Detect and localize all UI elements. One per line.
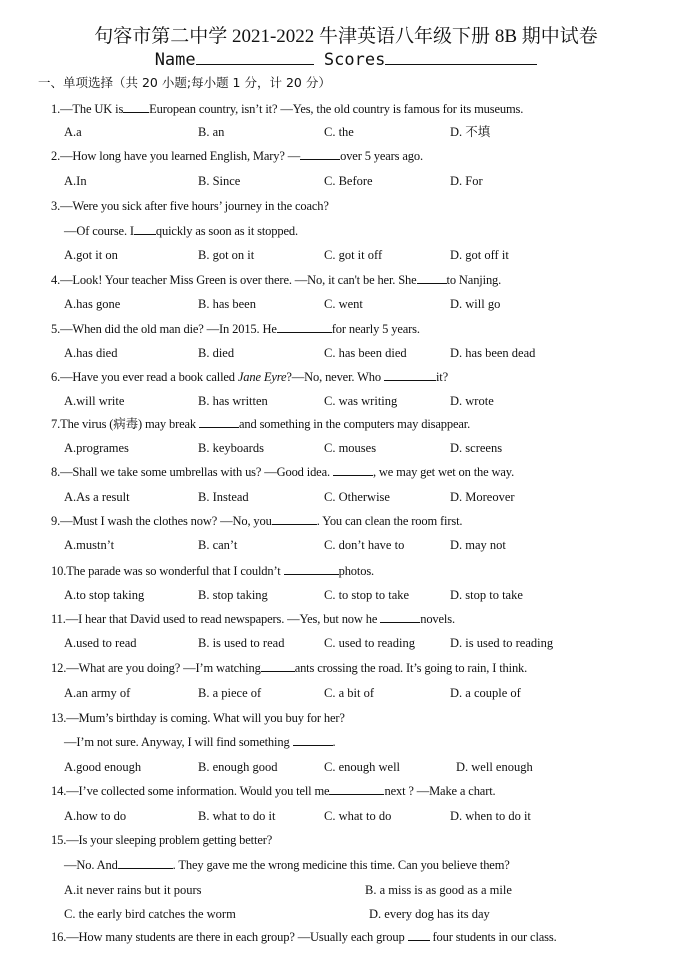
- option-d[interactable]: D. wrote: [450, 394, 494, 408]
- option-c[interactable]: C. has been died: [324, 346, 407, 360]
- answer-blank[interactable]: [333, 463, 373, 476]
- scores-blank[interactable]: [385, 52, 537, 65]
- answer-blank[interactable]: [277, 320, 332, 333]
- question-number: 2.: [51, 149, 61, 163]
- option-c[interactable]: C. don’t have to: [324, 538, 405, 552]
- question-text: and something in the computers may disappear.: [239, 417, 471, 431]
- question-number: 6.: [51, 370, 61, 384]
- question-text: novels.: [420, 612, 455, 626]
- answer-blank[interactable]: [199, 415, 239, 428]
- option-a[interactable]: A.mustn’t: [64, 538, 115, 552]
- question-11: [51, 610, 455, 628]
- option-b[interactable]: B. Since: [198, 174, 241, 188]
- option-b[interactable]: B. died: [198, 346, 235, 360]
- question-text: —The UK is: [60, 102, 124, 116]
- question-text: ants crossing the road. It’s going to rain, I think.: [294, 661, 528, 675]
- question-text: to Nanjing.: [446, 273, 502, 287]
- answer-blank[interactable]: [272, 512, 317, 525]
- question-text: .: [332, 735, 336, 749]
- question-14: [51, 782, 496, 800]
- option-a[interactable]: A.an army of: [64, 686, 131, 700]
- question-3-line-2: [64, 222, 298, 240]
- question-text: , we may get wet on the way.: [372, 465, 515, 479]
- option-d[interactable]: D. will go: [450, 297, 501, 311]
- question-4: [51, 271, 501, 289]
- option-b[interactable]: B. a piece of: [198, 686, 262, 700]
- question-5: [51, 320, 420, 338]
- question-10: [51, 562, 374, 580]
- question-text: —Have you ever read a book called: [60, 370, 238, 384]
- question-13: [51, 709, 345, 727]
- answer-blank[interactable]: [408, 928, 430, 941]
- question-text: The parade was so wonderful that I couldn’t: [66, 564, 284, 578]
- question-text: European country, isn’t it? —Yes, the old country is famous for its museums.: [149, 102, 524, 116]
- question-1: [51, 100, 523, 118]
- page-title: 句容市第二中学 2021-2022 牛津英语八年级下册 8B 期中试卷: [94, 26, 598, 47]
- answer-blank[interactable]: [123, 100, 149, 113]
- question-text: —I’ve collected some information. Would you tell me: [66, 784, 330, 798]
- question-number: 9.: [51, 514, 61, 528]
- answer-blank[interactable]: [284, 562, 339, 575]
- answer-blank[interactable]: [384, 368, 436, 381]
- option-d[interactable]: D. screens: [450, 441, 503, 455]
- option-b[interactable]: B. is used to read: [198, 636, 285, 650]
- question-text: —What are you doing? —I’m watching: [66, 661, 261, 675]
- question-text: —Is your sleeping problem getting better?: [66, 833, 273, 847]
- question-number: 5.: [51, 322, 61, 336]
- question-text: ?—No, never. Who: [286, 370, 384, 384]
- option-c[interactable]: C. mouses: [324, 441, 377, 455]
- name-blank[interactable]: [196, 52, 314, 65]
- option-a[interactable]: A.got it on: [64, 248, 118, 262]
- question-7: [51, 415, 470, 433]
- question-8: [51, 463, 514, 481]
- option-a[interactable]: A.has gone: [64, 297, 121, 311]
- option-d[interactable]: D. well enough: [456, 760, 533, 774]
- question-text: —How many students are there in each group? —Usually each group: [66, 930, 408, 944]
- question-number: 3.: [51, 199, 61, 213]
- option-c[interactable]: C. the early bird catches the worm: [64, 907, 236, 921]
- option-a[interactable]: A.will write: [64, 394, 125, 408]
- option-d[interactable]: D. has been dead: [450, 346, 536, 360]
- question-13-line-2: [64, 733, 336, 751]
- option-c[interactable]: C. enough well: [324, 760, 401, 774]
- question-text: —How long have you learned English, Mary? —: [60, 149, 301, 163]
- question-text: . You can clean the room first.: [316, 514, 463, 528]
- option-d[interactable]: D. every dog has its day: [369, 907, 490, 921]
- question-6: [51, 368, 448, 386]
- question-text: —I’m not sure. Anyway, I will find something: [64, 735, 293, 749]
- option-d[interactable]: D. when to do it: [450, 809, 531, 823]
- name-scores-line: [0, 49, 692, 71]
- option-c[interactable]: C. used to reading: [324, 636, 415, 650]
- option-a[interactable]: A.how to do: [64, 809, 127, 823]
- question-text: —No. And: [64, 858, 118, 872]
- option-d[interactable]: D. is used to reading: [450, 636, 554, 650]
- option-c[interactable]: C. Otherwise: [324, 490, 390, 504]
- book-title: Jane Eyre: [237, 370, 287, 384]
- option-b[interactable]: B. Instead: [198, 490, 249, 504]
- question-text: four students in our class.: [429, 930, 557, 944]
- option-c[interactable]: C. what to do: [324, 809, 392, 823]
- question-16: [51, 928, 557, 946]
- option-c[interactable]: C. a bit of: [324, 686, 374, 700]
- option-b[interactable]: B. a miss is as good as a mile: [365, 883, 512, 897]
- question-text: for nearly 5 years.: [331, 322, 420, 336]
- question-text: —Of course. I: [64, 224, 134, 238]
- option-c[interactable]: C. was writing: [324, 394, 398, 408]
- option-c[interactable]: C. went: [324, 297, 363, 311]
- answer-blank[interactable]: [118, 856, 173, 869]
- question-number: 11.: [51, 612, 66, 626]
- option-c[interactable]: C. got it off: [324, 248, 383, 262]
- section-title: 一、单项选择（共 20 小题;每小题 1 分，计 20 分）: [38, 75, 331, 90]
- option-d[interactable]: D. For: [450, 174, 483, 188]
- option-b[interactable]: B. got on it: [198, 248, 255, 262]
- option-a[interactable]: A.good enough: [64, 760, 142, 774]
- question-text: —Must I wash the clothes now? —No, you: [60, 514, 272, 528]
- name-label: Name: [154, 50, 196, 70]
- option-b[interactable]: B. can’t: [198, 538, 238, 552]
- question-text: . They gave me the wrong medicine this time. Can you believe them?: [172, 858, 510, 872]
- option-c[interactable]: C. to stop to take: [324, 588, 410, 602]
- question-number: 13.: [51, 711, 67, 725]
- option-a[interactable]: A.programes: [64, 441, 129, 455]
- option-d[interactable]: D. may not: [450, 538, 506, 552]
- option-c[interactable]: C. the: [324, 125, 354, 139]
- option-c[interactable]: C. Before: [324, 174, 373, 188]
- option-a[interactable]: A.In: [64, 174, 87, 188]
- question-number: 7.: [51, 417, 61, 431]
- question-text: it?: [435, 370, 448, 384]
- question-number: 16.: [51, 930, 67, 944]
- answer-blank[interactable]: [261, 659, 295, 672]
- option-a[interactable]: A.used to read: [64, 636, 137, 650]
- question-text: photos.: [338, 564, 375, 578]
- answer-blank[interactable]: [134, 222, 156, 235]
- question-number: 10.: [51, 564, 67, 578]
- answer-blank[interactable]: [329, 782, 384, 795]
- option-b[interactable]: B. enough good: [198, 760, 278, 774]
- question-15: [51, 831, 272, 849]
- option-d[interactable]: D. 不填: [450, 125, 491, 139]
- question-text: —Look! Your teacher Miss Green is over there. —No, it can't be her. She: [60, 273, 417, 287]
- option-b[interactable]: B. keyboards: [198, 441, 264, 455]
- scores-label: Scores: [323, 50, 386, 70]
- answer-blank[interactable]: [300, 147, 340, 160]
- option-a[interactable]: A.As a result: [64, 490, 130, 504]
- option-d[interactable]: D. Moreover: [450, 490, 515, 504]
- option-a[interactable]: A.it never rains but it pours: [64, 883, 202, 897]
- question-12: [51, 659, 527, 677]
- option-d[interactable]: D. a couple of: [450, 686, 521, 700]
- question-number: 14.: [51, 784, 67, 798]
- option-a[interactable]: A.to stop taking: [64, 588, 145, 602]
- question-text: The virus (病毒) may break: [60, 417, 199, 431]
- question-text: next ? —Make a chart.: [384, 784, 496, 798]
- question-number: 12.: [51, 661, 67, 675]
- question-2: [51, 147, 423, 165]
- question-text: —Were you sick after five hours’ journey in the coach?: [60, 199, 329, 213]
- question-number: 1.: [51, 102, 61, 116]
- option-a[interactable]: A.has died: [64, 346, 118, 360]
- answer-blank[interactable]: [293, 733, 333, 746]
- question-text: —Shall we take some umbrellas with us? —Good idea.: [60, 465, 333, 479]
- question-text: —I hear that David used to read newspapers. —Yes, but now he: [65, 612, 381, 626]
- option-b[interactable]: B. what to do it: [198, 809, 276, 823]
- question-text: —Mum’s birthday is coming. What will you buy for her?: [66, 711, 345, 725]
- option-a[interactable]: A.a: [64, 125, 82, 139]
- question-9: [51, 512, 462, 530]
- option-b[interactable]: B. has been: [198, 297, 256, 311]
- question-number: 15.: [51, 833, 67, 847]
- question-number: 8.: [51, 465, 61, 479]
- question-15-line-2: [64, 856, 510, 874]
- option-d[interactable]: D. got off it: [450, 248, 509, 262]
- option-b[interactable]: B. an: [198, 125, 225, 139]
- question-text: —When did the old man die? —In 2015. He: [60, 322, 277, 336]
- answer-blank[interactable]: [380, 610, 420, 623]
- question-text: over 5 years ago.: [340, 149, 423, 163]
- option-d[interactable]: D. stop to take: [450, 588, 523, 602]
- option-b[interactable]: B. has written: [198, 394, 268, 408]
- question-number: 4.: [51, 273, 61, 287]
- question-3: [51, 197, 329, 215]
- question-text: quickly as soon as it stopped.: [155, 224, 298, 238]
- answer-blank[interactable]: [417, 271, 447, 284]
- option-b[interactable]: B. stop taking: [198, 588, 268, 602]
